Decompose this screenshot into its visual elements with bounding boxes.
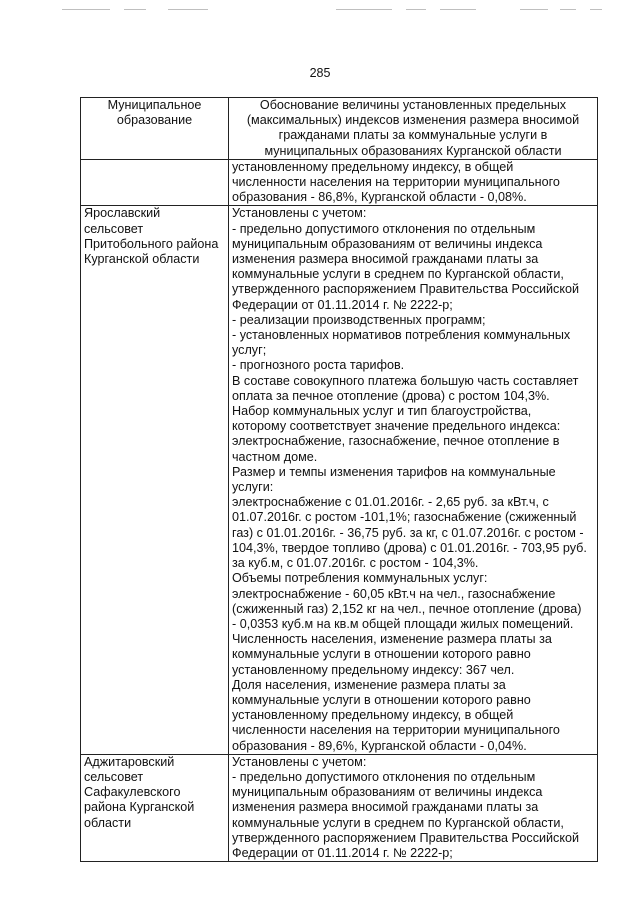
text-line: коммунальные услуги в среднем по Курганской области, [232, 267, 564, 282]
text-line: района Курганской [84, 800, 195, 815]
text-line: изменения размера вносимой гражданами платы за [232, 252, 539, 267]
text-line: Набор коммунальных услуг и тип благоустройства, [232, 404, 532, 419]
text-line: утвержденного распоряжением Правительства Российской [232, 282, 580, 297]
text-line: Ярославский [84, 206, 161, 221]
cell-justification [229, 206, 598, 754]
header-municipality [81, 98, 229, 160]
text-line: образования - 89,6%, Курганской области - 0,04%. [232, 738, 527, 753]
text-line: коммунальные услуги в отношении которого равно [232, 647, 531, 662]
text-line: которому соответствует значение предельного индекса: [232, 419, 561, 434]
cell-justification [229, 754, 598, 861]
text-line: - 0,0353 куб.м на кв.м общей площади жилых помещений. [232, 616, 574, 631]
text-line: - установленных нормативов потребления коммунальных [232, 328, 571, 343]
text-line: коммунальные услуги в отношении которого равно [232, 692, 531, 707]
table-header-row [81, 98, 598, 160]
text-line: 104,3%, твердое топливо (дрова) с 01.01.2016г. - 703,95 руб. [232, 540, 587, 555]
text-line: муниципальным образованиям от величины индекса [232, 785, 543, 800]
text-line: электроснабжение с 01.01.2016г. - 2,65 руб. за кВт.ч, с [232, 495, 549, 510]
text-line: электроснабжение, газоснабжение, печное отопление в [232, 434, 560, 449]
text-line: муниципальным образованиям от величины индекса [232, 236, 543, 251]
text-line: численности населения на территории муниципального [232, 175, 560, 190]
text-line: численности населения на территории муниципального [232, 723, 560, 738]
text-line: Объемы потребления коммунальных услуг: [232, 571, 488, 586]
text-line: установленному предельному индексу, в общей [232, 708, 514, 723]
municipal-index-table [80, 97, 598, 862]
header-line: Муниципальное [107, 98, 202, 112]
text-line: - предельно допустимого отклонения по отдельным [232, 221, 536, 236]
header-justification [229, 98, 598, 160]
cell-municipality [81, 159, 229, 206]
text-line: коммунальные услуги в среднем по Курганской области, [232, 815, 564, 830]
cell-municipality [81, 754, 229, 861]
text-line: Сафакулевского [84, 785, 181, 800]
text-line: Размер и темпы изменения тарифов на коммунальные [232, 464, 556, 479]
text-line: Численность населения, изменение размера платы за [232, 632, 552, 647]
table-body [81, 159, 598, 861]
page-number: 285 [309, 66, 331, 80]
cell-municipality [81, 206, 229, 754]
text-line: оплата за печное отопление (дрова) с ростом 104,3%. [232, 388, 550, 403]
text-line: услуги: [232, 480, 274, 495]
text-line: Установлены с учетом: [232, 754, 367, 769]
text-line: установленному предельному индексу: 367 чел. [232, 662, 515, 677]
text-line: - предельно допустимого отклонения по отдельным [232, 769, 536, 784]
table-row [81, 754, 598, 861]
table-row [81, 206, 598, 754]
text-line: 01.07.2016г. с ростом -101,1%; газоснабжение (сжиженный [232, 510, 577, 525]
table-row [81, 159, 598, 206]
text-line: услуг; [232, 343, 267, 358]
header-line: (максимальных) индексов изменения размера вносимой [246, 113, 580, 128]
text-line: утвержденного распоряжением Правительства Российской [232, 830, 580, 845]
text-line: газ) с 01.01.2016г. - 36,75 руб. за кг, с 01.07.2016г. с ростом - [232, 525, 584, 540]
scan-header-marks [0, 9, 640, 13]
cell-justification [229, 159, 598, 206]
text-line: изменения размера вносимой гражданами платы за [232, 800, 539, 815]
header-line: образование [116, 113, 193, 128]
text-line: - реализации производственных программ; [232, 312, 486, 327]
text-line: - прогнозного роста тарифов. [232, 358, 405, 373]
header-line: муниципальных образованиях Курганской области [264, 143, 562, 158]
text-line: области [84, 815, 132, 830]
text-line: сельсовет [84, 769, 144, 784]
text-line: Федерации от 01.11.2014 г. № 2222-р; [232, 845, 453, 860]
text-line: частном доме. [232, 449, 318, 464]
text-line: Курганской области [84, 252, 200, 267]
text-line: установленному предельному индексу, в общей [232, 159, 514, 174]
text-line: Доля населения, изменение размера платы за [232, 677, 506, 692]
text-line: за куб.м, с 01.07.2016г. с ростом - 104,3%. [232, 556, 479, 571]
text-line: образования - 86,8%, Курганской области - 0,08%. [232, 190, 527, 205]
text-line: Аджитаровский [84, 754, 175, 769]
text-line: сельсовет [84, 221, 144, 236]
header-line: гражданами платы за коммунальные услуги в [278, 128, 548, 143]
text-line: Притобольного района [84, 236, 219, 251]
text-line: В составе совокупного платежа большую часть составляет [232, 373, 579, 388]
text-line: (сжиженный газ) 2,152 кг на чел., печное отопление (дрова) [232, 601, 582, 616]
header-line: Обоснование величины установленных предельных [259, 98, 567, 112]
text-line: Федерации от 01.11.2014 г. № 2222-р; [232, 297, 453, 312]
text-line: Установлены с учетом: [232, 206, 367, 221]
text-line: электроснабжение - 60,05 кВт.ч на чел., газоснабжение [232, 586, 556, 601]
